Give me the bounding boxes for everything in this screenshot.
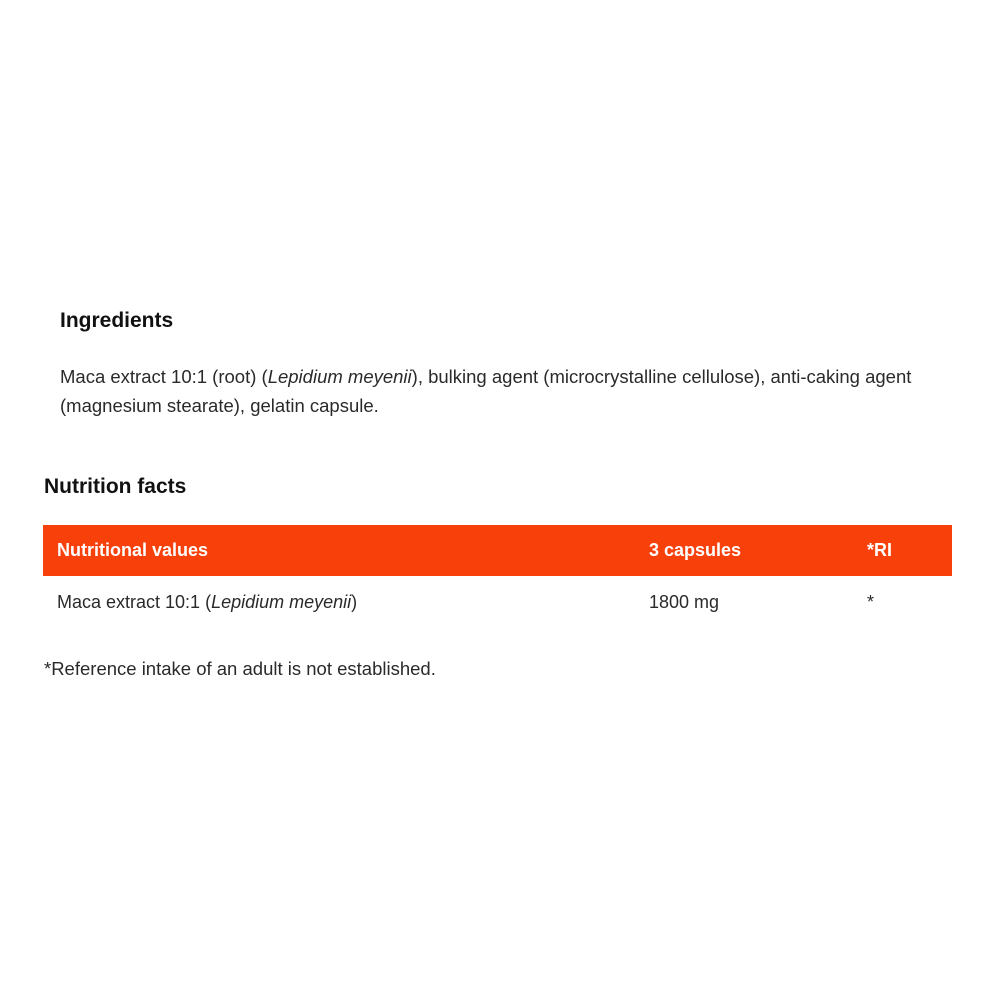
nutrient-ri-cell: * (867, 591, 875, 612)
ingredients-text-end: ), bulking agent (microcrystalline cellulose), anti-caking agent (magnesium stearate), gelatin capsule. (60, 366, 912, 416)
ingredients-latin-name: Lepidium meyenii (267, 366, 412, 387)
ingredients-text (60, 362, 930, 420)
ingredients-text-start: Maca extract 10:1 (root) ( (60, 366, 268, 387)
nutrient-name-cell (43, 576, 649, 628)
nutrition-table-header-row (43, 525, 952, 576)
column-header-serving: 3 capsules (649, 540, 742, 560)
table-row (43, 576, 952, 628)
reference-intake-footnote: *Reference intake of an adult is not established. (44, 658, 436, 679)
nutrient-amount-cell: 1800 mg (649, 591, 720, 612)
nutrient-name-start: Maca extract 10:1 ( (57, 591, 212, 612)
nutrient-name-end: ) (351, 591, 358, 612)
column-header-ri: *RI (867, 540, 893, 560)
nutrition-table (43, 525, 952, 628)
ingredients-heading: Ingredients (60, 309, 174, 332)
nutrition-facts-heading: Nutrition facts (44, 475, 187, 498)
column-header-nutritional-values: Nutritional values (57, 540, 209, 560)
nutrient-latin-name: Lepidium meyenii (211, 591, 352, 612)
